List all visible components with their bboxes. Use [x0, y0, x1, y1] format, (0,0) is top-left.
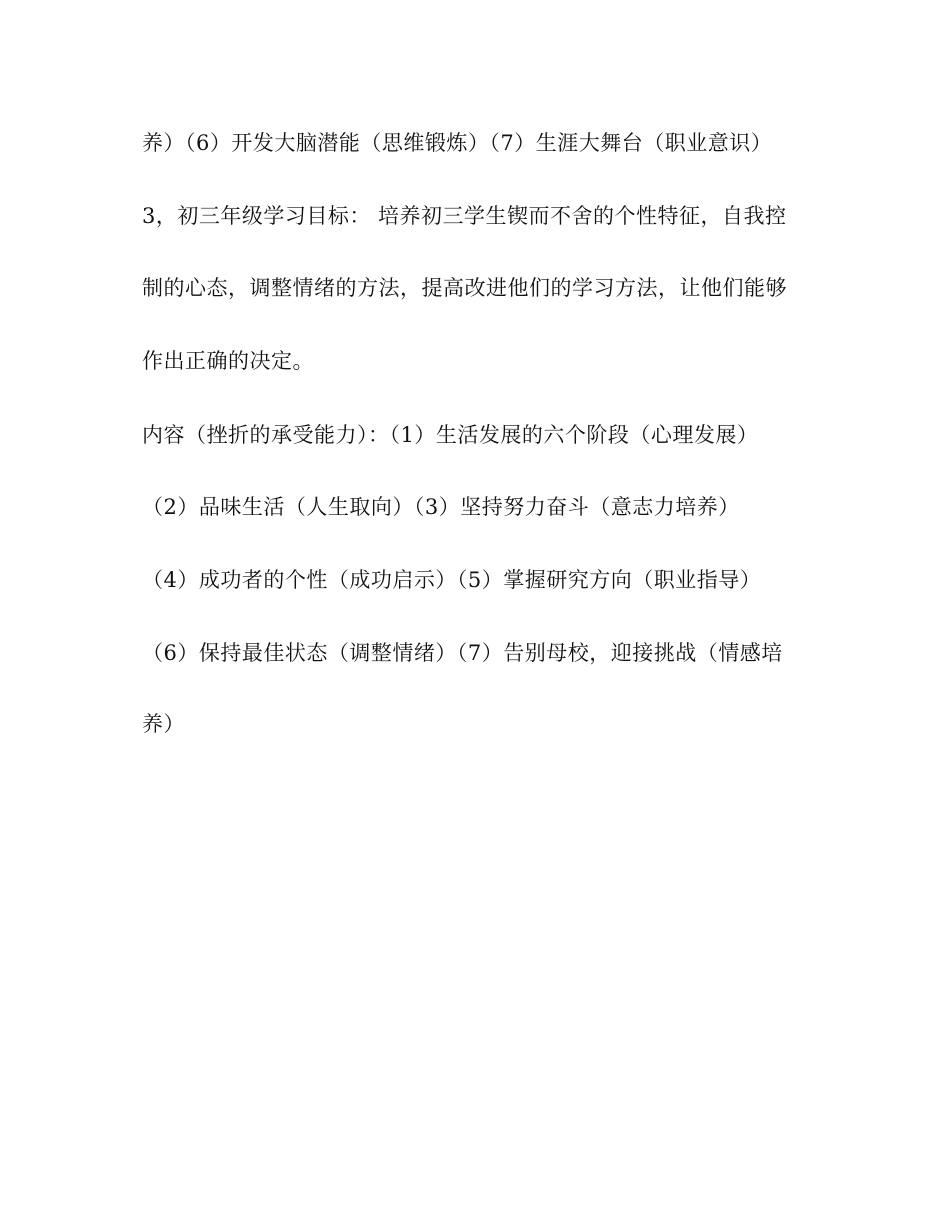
text-line: 作出正确的决定。: [142, 349, 314, 373]
text-line: 制的心态，调整情绪的方法，提高改进他们的学习方法，让他们能够: [142, 276, 787, 300]
text-line: （6）保持最佳状态（调整情绪）（7）告别母校，迎接挑战（情感培: [142, 641, 783, 665]
text-line: （4）成功者的个性（成功启示）（5）掌握研究方向（职业指导）: [142, 568, 762, 592]
text-line: （2）品味生活（人生取向）（3）坚持努力奋斗（意志力培养）: [142, 495, 740, 519]
text-line: 内容（挫折的承受能力）：（1）生活发展的六个阶段（心理发展）: [142, 423, 759, 447]
text-line: 3，初三年级学习目标： 培养初三学生锲而不舍的个性特征，自我控: [142, 204, 787, 228]
text-line: 养）（6）开发大脑潜能（思维锻炼）（7）生涯大舞台（职业意识）: [142, 131, 773, 155]
text-line: 养）: [142, 712, 185, 736]
